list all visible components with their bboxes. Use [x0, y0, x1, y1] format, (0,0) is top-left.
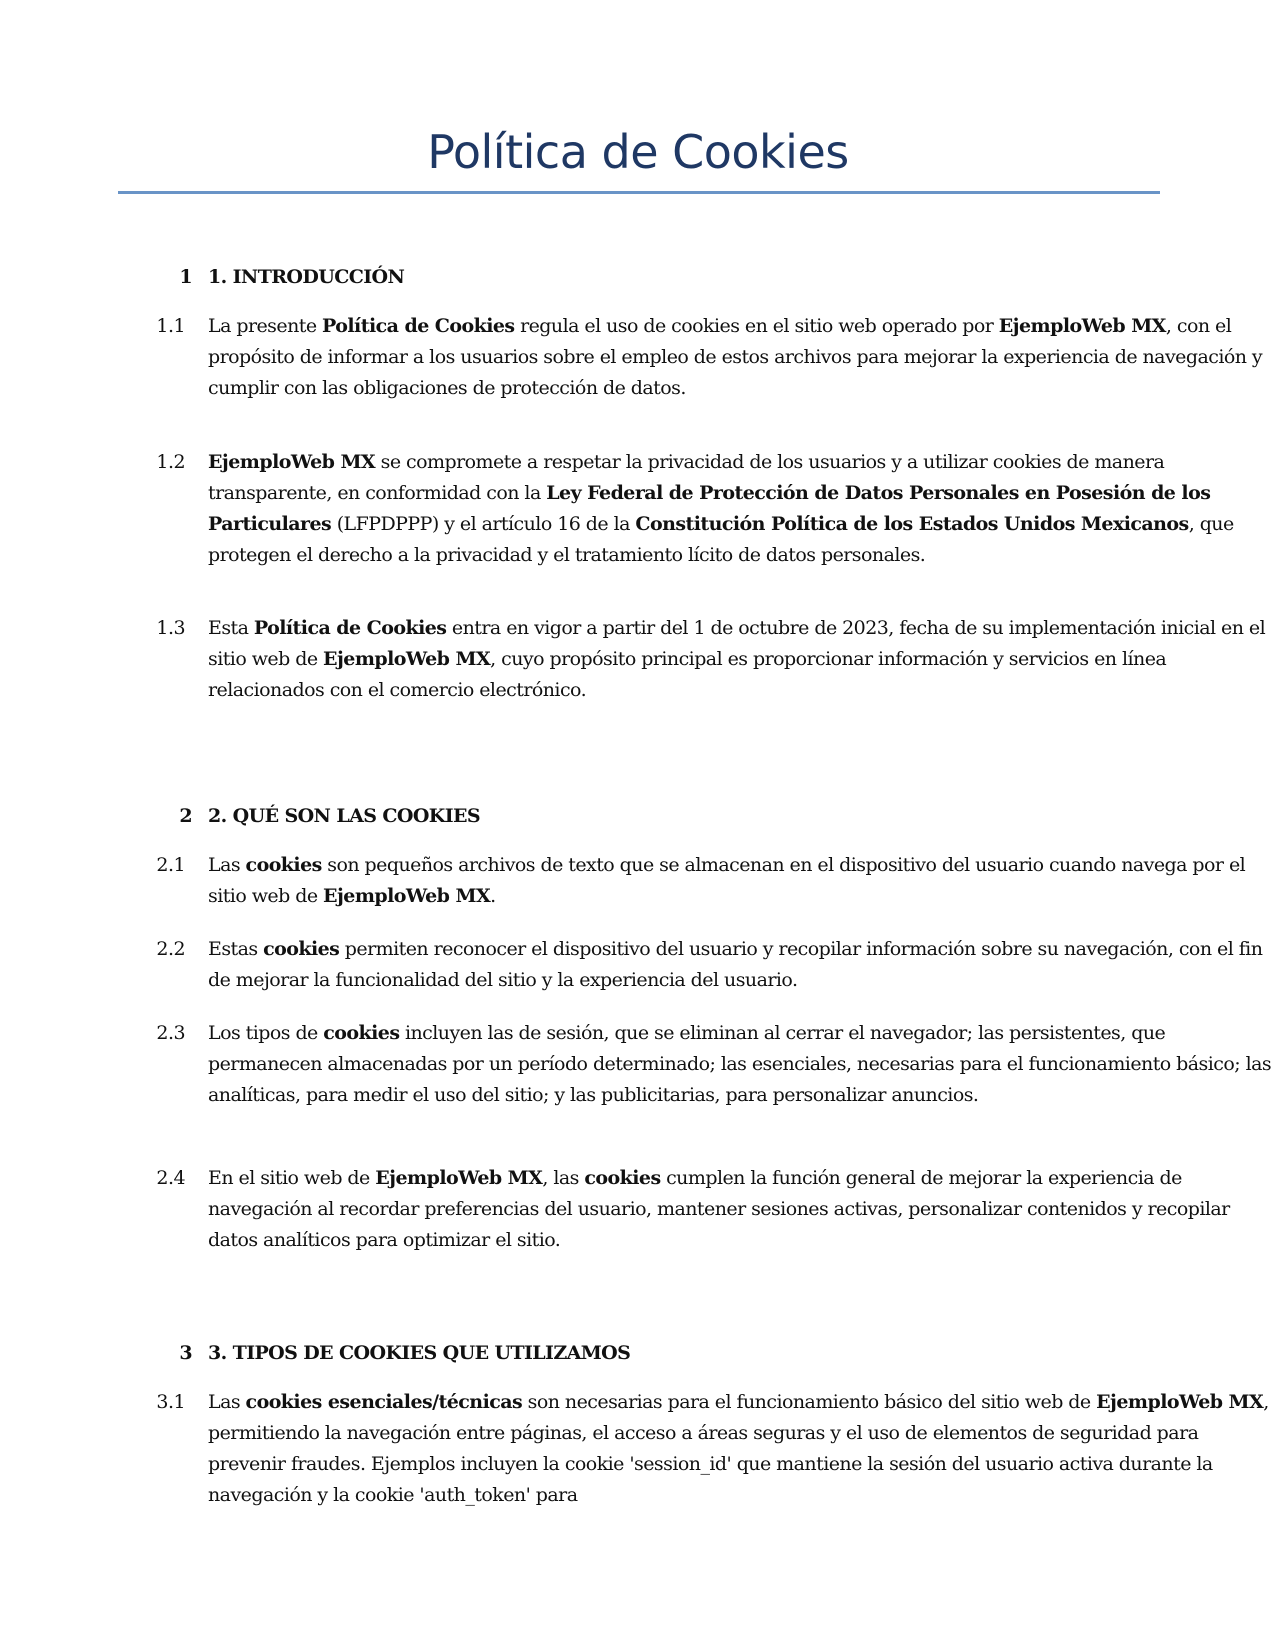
paragraph-text: Estas cookies permiten reconocer el dispositivo del usuario y recopilar información sobre su navegación, con el fin de mejorar la funcionalidad del sitio y la experiencia del usuario. — [208, 938, 1263, 991]
bold-term: EjemploWeb MX — [998, 315, 1166, 337]
bold-term: cookies esenciales/técnicas — [245, 1391, 523, 1413]
bold-term: EjemploWeb MX — [375, 1167, 543, 1189]
section-title: 1. INTRODUCCIÓN — [208, 266, 405, 288]
section-title: 2. QUÉ SON LAS COOKIES — [208, 805, 480, 827]
paragraph-number: 2.2 — [156, 938, 185, 960]
paragraph-number: 1.2 — [156, 451, 185, 473]
paragraph-text: EjemploWeb MX se compromete a respetar la privacidad de los usuarios y a utilizar cookies de manera transparente, en conformidad con la Ley Federal de Protección de Datos Personales en Posesión de los Particulares (LFPDPPP) y el artículo 16 de la Constitución Política de los Estados Unidos Mexicanos, que protegen el derecho a la privacidad y el tratamiento lícito de datos personales. — [208, 451, 1234, 566]
paragraph-text: Las cookies son pequeños archivos de texto que se almacenan en el dispositivo del usuario cuando navega por el sitio web de EjemploWeb MX. — [208, 854, 1246, 907]
bold-term: cookies — [323, 1022, 400, 1044]
bold-term: EjemploWeb MX — [323, 648, 491, 670]
paragraph-number: 2.3 — [156, 1022, 185, 1044]
bold-term: cookies — [245, 854, 322, 876]
section-number: 1 — [179, 266, 192, 288]
section-number: 3 — [179, 1342, 192, 1364]
bold-term: Constitución Política de los Estados Unidos Mexicanos — [635, 513, 1189, 535]
paragraph-text: Las cookies esenciales/técnicas son necesarias para el funcionamiento básico del sitio web de EjemploWeb MX, permitiendo la navegación entre páginas, el acceso a áreas seguras y el uso de elementos de seguridad para prevenir fraudes. Ejemplos incluyen la cookie 'session_id' que mantiene la sesión del usuario activa durante la navegación y la cookie 'auth_token' para — [208, 1391, 1269, 1506]
bold-term: cookies — [263, 938, 340, 960]
bold-term: cookies — [584, 1167, 661, 1189]
bold-term: Política de Cookies — [322, 315, 515, 337]
document-title: Política de Cookies — [427, 125, 849, 179]
paragraph-text: En el sitio web de EjemploWeb MX, las cookies cumplen la función general de mejorar la experiencia de navegación al recordar preferencias del usuario, mantener sesiones activas, personalizar contenidos y recopilar datos analíticos para optimizar el sitio. — [208, 1167, 1230, 1251]
paragraph-number: 3.1 — [156, 1391, 185, 1413]
bold-term: Ley Federal de Protección de Datos Personales en Posesión de los Particulares — [208, 482, 1211, 535]
paragraph-number: 2.1 — [156, 854, 185, 876]
bold-term: EjemploWeb MX — [323, 885, 491, 907]
section-number: 2 — [179, 805, 192, 827]
paragraph-number: 2.4 — [156, 1167, 185, 1189]
paragraph-number: 1.1 — [156, 315, 185, 337]
section-title: 3. TIPOS DE COOKIES QUE UTILIZAMOS — [208, 1342, 631, 1364]
paragraph-number: 1.3 — [156, 617, 185, 639]
bold-term: Política de Cookies — [253, 617, 447, 639]
title-underline-divider — [118, 191, 1160, 194]
paragraph-text: La presente Política de Cookies regula el uso de cookies en el sitio web operado por EjemploWeb MX, con el propósito de informar a los usuarios sobre el empleo de estos archivos para mejorar la experiencia de navegación y cumplir con las obligaciones de protección de datos. — [208, 315, 1263, 399]
bold-term: EjemploWeb MX — [1096, 1391, 1264, 1413]
bold-term: EjemploWeb MX — [208, 451, 376, 473]
paragraph-text: Esta Política de Cookies entra en vigor a partir del 1 de octubre de 2023, fecha de su implementación inicial en el sitio web de EjemploWeb MX, cuyo propósito principal es proporcionar información y servicios en línea relacionados con el comercio electrónico. — [208, 617, 1266, 701]
paragraph-text: Los tipos de cookies incluyen las de sesión, que se eliminan al cerrar el navegador; las persistentes, que permanecen almacenadas por un período determinado; las esenciales, necesarias para el funcionamiento básico; las analíticas, para medir el uso del sitio; y las publicitarias, para personalizar anuncios. — [208, 1022, 1272, 1106]
